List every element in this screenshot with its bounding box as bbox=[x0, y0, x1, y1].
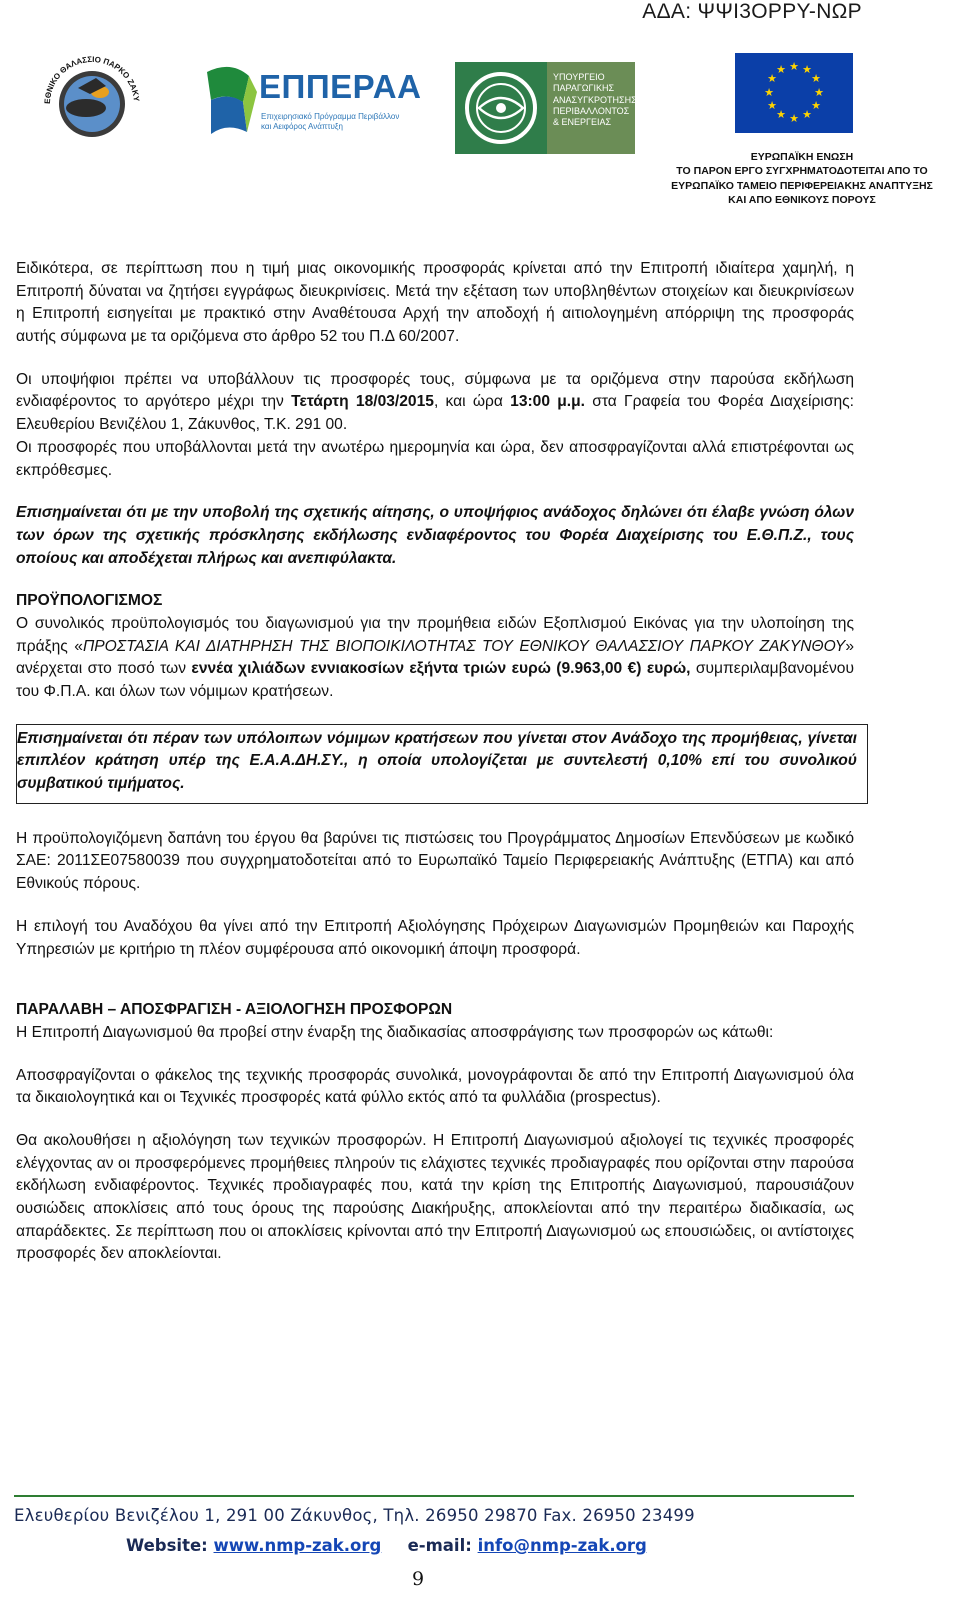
paragraph-low-price: Ειδικότερα, σε περίπτωση που η τιμή μιας οικονομικής προσφοράς κρίνεται από την Επιτροπή ιδιαίτερα χαμηλή, η Επιτροπή δύναται να ζητήσει εγγράφως διευκρινίσεις. Μετά την εξέταση των υποβληθέντων στοιχείων και διευκρινίσεων η Επιτροπή εισηγείται με πρακτικό στην Αναθέτουσα Αρχή την αποδοχή ή αιτιολογημένη απόρριψη της προσφοράς αυτής σύμφωνα με τα οριζόμενα στο άρθρο 52 του Π.Δ 60/2007. bbox=[16, 260, 854, 346]
email-label: e-mail: bbox=[407, 1536, 478, 1555]
budget-text: Ο συνολικός προϋπολογισμός του διαγωνισμού για την προμήθεια ειδών Εξοπλισμού Εικόνας για την υλοποίηση της πράξης « bbox=[16, 614, 854, 655]
svg-text:★: ★ bbox=[767, 99, 777, 112]
budget-text: » ανέρχεται στο ποσό των bbox=[16, 637, 854, 678]
website-label: Website: bbox=[126, 1536, 214, 1555]
receipt-heading: ΠΑΡΑΛΑΒΗ – ΑΠΟΣΦΡΑΓΙΣΗ - ΑΞΙΟΛΟΓΗΣΗ ΠΡΟΣΦΟΡΩΝ bbox=[16, 1001, 453, 1019]
receipt-text: Η Επιτροπή Διαγωνισμού θα προβεί στην έναρξη της διαδικασίας αποσφράγισης των προσφορών ως κάτωθι: bbox=[16, 1023, 774, 1041]
paragraph-submission bbox=[16, 369, 854, 482]
ministry-line: ΠΕΡΙΒΑΛΛΟΝΤΟΣ bbox=[553, 105, 630, 116]
paragraph-selection: Η επιλογή του Αναδόχου θα γίνει από την Επιτροπή Αξιολόγησης Πρόχειρων Διαγωνισμών Προμηθειών και Παροχής Υπηρεσιών με κριτήριο τη πλέον συμφέρουσα από οικονομική άποψη προσφορά. bbox=[16, 917, 854, 958]
eu-line: ΤΟ ΠΑΡΟΝ ΕΡΓΟ ΣΥΓΧΡΗΜΑΤΟΔΟΤΕΙΤΑΙ ΑΠΟ ΤΟ bbox=[676, 165, 928, 178]
footer-address: Ελευθερίου Βενιζέλου 1, 291 00 Ζάκυνθος, Τηλ. 26950 29870 Fax. 26950 23499 bbox=[14, 1506, 695, 1525]
eu-line: ΕΥΡΩΠΑΪΚΟ ΤΑΜΕΙΟ ΠΕΡΙΦΕΡΕΙΑΚΗΣ ΑΝΑΠΤΥΞΗΣ bbox=[671, 179, 933, 192]
marine-park-logo bbox=[36, 48, 148, 160]
ministry-line: ΑΝΑΣΥΓΚΡΟΤΗΣΗΣ bbox=[553, 94, 637, 105]
budget-amount: εννέα χιλιάδων εννιακοσίων εξήντα τριών ευρώ (9.963,00 €) ευρώ, bbox=[191, 660, 691, 678]
svg-text:★: ★ bbox=[802, 63, 812, 76]
email-link[interactable]: info@nmp-zak.org bbox=[477, 1536, 647, 1555]
document-body bbox=[16, 258, 857, 1286]
park-name-arc: ΕΘΝΙΚΟ ΘΑΛΑΣΣΙΟ ΠΑΡΚΟ ΖΑΚΥ bbox=[42, 54, 141, 105]
submission-time: 13:00 μ.μ. bbox=[510, 393, 586, 411]
late-offers-text: Οι προσφορές που υποβάλλονται μετά την ανωτέρω ημερομηνία και ώρα, δεν αποσφραγίζονται αλλά επιστρέφονται ως εκπρόθεσμες. bbox=[16, 438, 854, 479]
eu-funding-notice bbox=[652, 150, 952, 208]
svg-text:★: ★ bbox=[802, 108, 812, 121]
svg-text:★: ★ bbox=[814, 86, 824, 99]
ministry-name bbox=[547, 62, 635, 154]
ministry-logo bbox=[455, 62, 635, 154]
eu-line: ΕΥΡΩΠΑΪΚΗ ΕΝΩΣΗ bbox=[750, 151, 854, 163]
submission-text: , και ώρα bbox=[433, 393, 511, 411]
page-number: 9 bbox=[412, 1568, 425, 1590]
website-link[interactable]: www.nmp-zak.org bbox=[213, 1536, 382, 1555]
deduction-notice: Επισημαίνεται ότι πέραν των υπόλοιπων νόμιμων κρατήσεων που γίνεται στον Ανάδοχο της προμήθειας, γίνεται επιπλέον κράτηση υπέρ της Ε.Α.Α.ΔΗ.ΣΥ., η οποία υπολογίζεται με συντελεστή 0,10% επί του συνολικού συμβατικού τιμήματος. bbox=[17, 729, 857, 793]
svg-text:★: ★ bbox=[811, 99, 821, 112]
ministry-emblem-icon bbox=[455, 62, 547, 154]
epperaa-subtitle: Επιχειρησιακό Πρόγραμμα Περιβάλλον και Αειφόρος Ανάπτυξη bbox=[261, 112, 400, 131]
paragraph-budget bbox=[16, 590, 854, 703]
ministry-line: ΥΠΟΥΡΓΕΙΟ bbox=[553, 72, 605, 82]
svg-text:★: ★ bbox=[789, 112, 799, 125]
footer-divider bbox=[14, 1495, 854, 1497]
header-logos bbox=[0, 48, 960, 208]
epperaa-logo bbox=[203, 62, 422, 140]
deduction-notice-box bbox=[16, 724, 868, 804]
submission-text: στα Γραφεία του Φορέα Διαχείρισης: Ελευθερίου Βενιζέλου 1, Ζάκυνθος, Τ.Κ. 291 00. bbox=[16, 393, 854, 434]
eu-line: ΚΑΙ ΑΠΟ ΕΘΝΙΚΟΥΣ ΠΟΡΟΥΣ bbox=[728, 194, 876, 207]
svg-text:★: ★ bbox=[789, 60, 799, 73]
svg-text:★: ★ bbox=[811, 72, 821, 85]
submission-date: Τετάρτη 18/03/2015 bbox=[291, 393, 434, 411]
eu-flag-icon bbox=[735, 53, 853, 133]
svg-text:★: ★ bbox=[764, 86, 774, 99]
budget-heading: ΠΡΟΫΠΟΛΟΓΙΣΜΟΣ bbox=[16, 592, 163, 610]
svg-text:★: ★ bbox=[776, 108, 786, 121]
svg-text:★: ★ bbox=[767, 72, 777, 85]
ministry-line: & ΕΝΕΡΓΕΙΑΣ bbox=[553, 117, 612, 127]
project-title: ΠΡΟΣΤΑΣΙΑ ΚΑΙ ΔΙΑΤΗΡΗΣΗ ΤΗΣ ΒΙΟΠΟΙΚΙΛΟΤΗΤΑΣ ΤΟΥ ΕΘΝΙΚΟΥ ΘΑΛΑΣΣΙΟΥ ΠΑΡΚΟΥ ΖΑΚΥΝΘΟΥ bbox=[82, 637, 846, 655]
budget-text: συμπεριλαμβανομένου του Φ.Π.Α. και όλων των νόμιμων κρατήσεων. bbox=[16, 660, 854, 700]
ada-code: ΑΔΑ: ΨΨΙ3ΟΡΡΥ-ΝΩΡ bbox=[642, 0, 862, 23]
paragraph-evaluation: Θα ακολουθήσει η αξιολόγηση των τεχνικών προσφορών. Η Επιτροπή Διαγωνισμού αξιολογεί τις τεχνικές προσφορές ελέγχοντας αν οι προσφερόμενες προμήθειες πληρούν τις ελάχιστες τεχνικές προδιαγραφές που ορίζονται στην παρούσα εκδήλωση ενδιαφέροντος. Τεχνικές προδιαγραφές που, κατά την κρίση της Επιτροπής Διαγωνισμού, παρουσιάζουν ουσιώδεις αποκλίσεις από τους όρους της παρούσης Διακήρυξης, αποκλείονται από την περαιτέρω διαδικασία, ως απαράδεκτες. Σε περίπτωση που οι αποκλίσεις κρίνονται από την Επιτροπή Διαγωνισμού ως επουσιώδεις, οι αντίστοιχες προσφορές δεν αποκλείονται. bbox=[16, 1131, 854, 1263]
paragraph-unsealing: Αποσφραγίζονται ο φάκελος της τεχνικής προσφοράς συνολικά, μονογράφονται δε από την Επιτροπή Διαγωνισμού όλα τα δικαιολογητικά και οι Τεχνικές προσφορές κατά φύλλο εκτός από τα φυλλάδια (prospectus). bbox=[16, 1066, 854, 1107]
svg-text:★: ★ bbox=[776, 63, 786, 76]
paragraph-receipt bbox=[16, 999, 854, 1044]
submission-text: Οι υποψήφιοι πρέπει να υποβάλλουν τις προσφορές τους, σύμφωνα με τα οριζόμενα στην παρούσα εκδήλωση ενδιαφέροντος το αργότερο μέχρι την bbox=[16, 370, 854, 411]
paragraph-acceptance-notice: Επισημαίνεται ότι με την υποβολή της σχετικής αίτησης, ο υποψήφιος ανάδοχος δηλώνει ότι έλαβε γνώση όλων των όρων της σχετικής πρόσκλησης εκδήλωσης ενδιαφέροντος του Φορέα Διαχείρισης του Ε.Θ.Π.Ζ., τους οποίους και αποδέχεται πλήρως και ανεπιφύλακτα. bbox=[16, 504, 854, 567]
epperaa-wordmark: ΕΠΠΕΡΑΑ bbox=[259, 68, 422, 105]
footer-contact bbox=[126, 1536, 846, 1555]
ministry-line: ΠΑΡΑΓΩΓΙΚΗΣ bbox=[553, 83, 615, 94]
paragraph-funding: Η προϋπολογιζόμενη δαπάνη του έργου θα βαρύνει τις πιστώσεις του Προγράμματος Δημοσίων Επενδύσεων με κωδικό ΣΑΕ: 2011ΣΕ07580039 που συγχρηματοδοτείται από το Ευρωπαϊκό Ταμείο Περιφερειακής Ανάπτυξης (ΕΤΠΑ) και από Εθνικούς πόρους. bbox=[16, 829, 854, 893]
